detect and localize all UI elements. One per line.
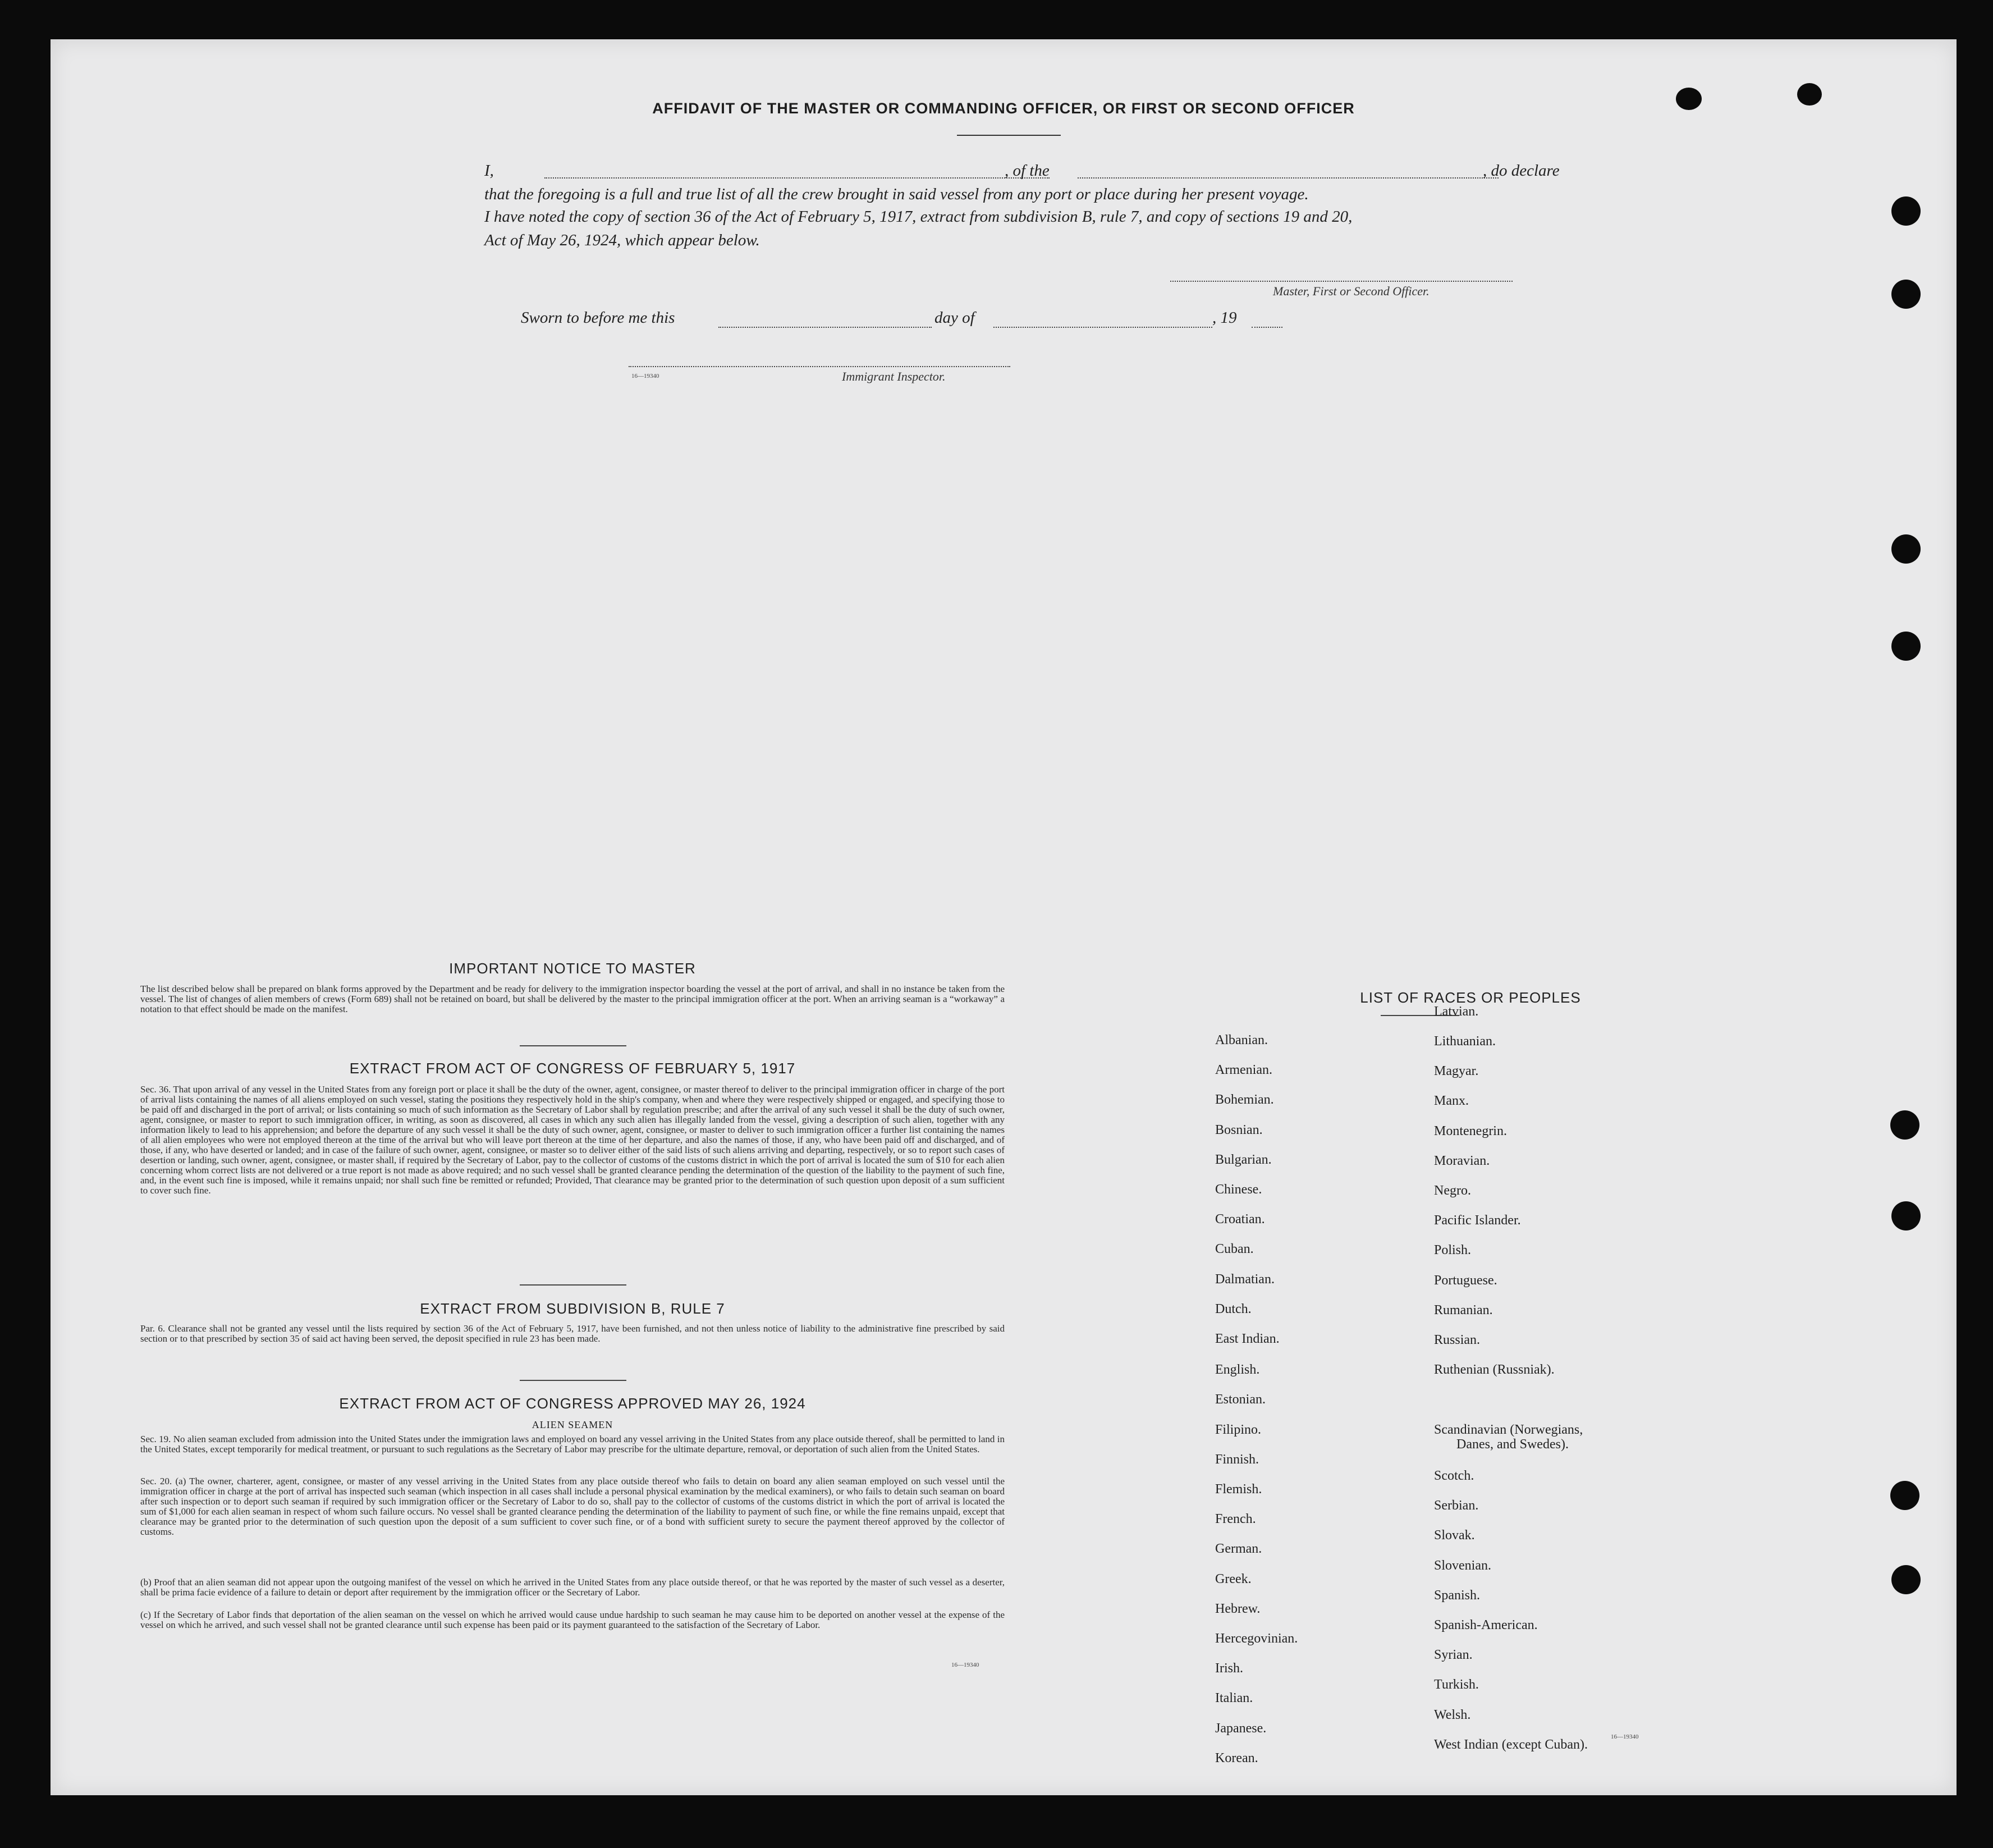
title-rule [957,135,1061,136]
section-rule [520,1284,626,1286]
race-item: Negro. [1434,1183,1471,1198]
alien-seamen-subtitle: ALIEN SEAMEN [532,1419,613,1430]
affidavit-line-2: that the foregoing is a full and true list of all the crew brought in said vessel from any port or place during her present voyage. [484,185,1309,203]
form-number: 16—19340 [1611,1733,1639,1740]
rule-7-paragraph: Par. 6. Clearance shall not be granted any vessel until the lists required by section 36 of the Act of February 5, 1917, have been furnished, and not then unless notice of liability to the administrative fine prescribed by said section or to that prescribed by section 35 of said act having been served, the deposit specified in rule 23 has been made. [140,1323,1005,1344]
race-item: German. [1215,1541,1262,1557]
race-item: Korean. [1215,1750,1258,1765]
race-item: Slovak. [1434,1528,1475,1543]
form-number: 16—19340 [631,373,659,379]
race-item: Bulgarian. [1215,1152,1272,1167]
notice-paragraph: The list described below shall be prepared on blank forms approved by the Department and be ready for delivery to the immigration inspector boarding the vessel at the port of arrival, and shall in no instance be taken from the vessel. The list of changes of alien members of crews (Form 689) shall not be retained on board, but shall be delivered by the master to the principal immigration officer at the port. When an arriving seaman is a “workaway” a notation to that effect should be made on the manifest. [140,984,1005,1014]
race-item: Welsh. [1434,1707,1471,1722]
affidavit-line-4: Act of May 26, 1924, which appear below. [484,231,760,249]
race-item: Estonian. [1215,1392,1266,1407]
race-item: Filipino. [1215,1422,1262,1437]
race-item: Russian. [1434,1333,1481,1347]
section-20a-paragraph: Sec. 20. (a) The owner, charterer, agent, consignee, or master of any vessel arriving in the United States from any place outside thereof who fails to detain on board any alien seaman employed on such vessel until the immigration officer in charge at the port of arrival has inspected such seaman (which inspection in all cases shall include a personal physical examination by the medical examiners), or who fails to detain such seaman on board after such inspection or to deport such seaman if required by such immigration officer or the Secretary of Labor to do so, shall pay to the collector of customs of the customs district in which the port of arrival is located the sum of $1,000 for each alien seaman in respect of whom such failure occurs. No vessel shall be granted clearance pending the determination of the liability to payment of such fine, or while the fine remains unpaid, except that clearance may be granted prior to the determination of such question upon the deposit of a sum sufficient to cover such fine, or of a bond with sufficient surety to secure the payment thereof approved by the collector of customs. [140,1476,1005,1537]
punch-hole [1891,534,1921,564]
race-item: Finnish. [1215,1452,1259,1467]
race-item: Danes, and Swedes). [1456,1437,1569,1452]
race-item: Cuban. [1215,1242,1254,1257]
punch-hole [1891,196,1921,226]
sworn-label: Sworn to before me this [521,309,675,327]
race-item: Lithuanian. [1434,1034,1496,1049]
race-item: Slovenian. [1434,1558,1491,1573]
affidavit-title: AFFIDAVIT OF THE MASTER OR COMMANDING OFFICER, OR FIRST OR SECOND OFFICER [652,100,1355,117]
declarant-name-blank[interactable] [544,177,1050,179]
race-item: East Indian. [1215,1332,1280,1346]
inspector-signature-blank[interactable] [629,366,1010,367]
inspector-caption: Immigrant Inspector. [842,369,946,383]
section-rule [520,1380,626,1381]
punch-hole [1891,280,1921,309]
sworn-month-blank[interactable] [993,327,1212,328]
extract-1924-title: EXTRACT FROM ACT OF CONGRESS APPROVED MAY 26, 1924 [339,1395,806,1412]
section-20c-paragraph: (c) If the Secretary of Labor finds that deportation of the alien seaman on the vessel on which he arrived would cause undue hardship to such seaman he may cause him to be deported on another vessel at the expense of the vessel on which he arrived, and such vessel shall not be granted clearance until such expense has been paid or its payment guaranteed to the satisfaction of the Secretary of Labor. [140,1609,1005,1630]
section-19-paragraph: Sec. 19. No alien seaman excluded from admission into the United States under the immigration laws and employed on board any vessel arriving in the United States from any place outside thereof, shall be permitted to land in the United States, except temporarily for medical treatment, or pursuant to such regulations as the Secretary of Labor may prescribe for the ultimate departure, removal, or deportation of such alien from the United States. [140,1434,1005,1454]
extract-1917-paragraph: Sec. 36. That upon arrival of any vessel in the United States from any foreign port or place it shall be the duty of the owner, agent, consignee, or master thereof to deliver to the principal immigration officer in charge of the port of arrival lists containing the names of all aliens employed on such vessel, stating the positions they respectively hold in the ship's company, when and where they were respectively shipped or engaged, and specifying those to be paid off and discharged in the port of arrival; or lists containing so much of such information as the Secretary of Labor shall by regulation prescribe; and after the arrival of any such vessel it shall be the duty of such owner, agent, consignee, or master to report to such immigration officer, in writing, as soon as discovered, all cases in which any such alien has illegally landed from the vessel, giving a description of such alien, together with any information likely to lead to his apprehension; and before the departure of any such vessel it shall be the duty of such owner, agent, consignee, or master to deliver to such immigration officer a further list containing the names of all alien employees who were not employed thereon at the time of the arrival but who will leave port thereon at the time of her departure, and also the names of those, if any, who have been paid off and discharged, and of those, if any, who have deserted or landed; and in case of the failure of such owner, agent, consignee, or master so to deliver either of the said lists of such aliens arriving and departing, respectively, or so to report such cases of desertion or landing, such owner, agent, consignee, or master shall, if required by the Secretary of Labor, pay to the collector of customs of the customs district in which the port of arrival is located the sum of $10 for each alien concerning whom correct lists are not delivered or a true report is not made as above required; and no such vessel shall be granted clearance pending the determination of the question of the liability to the payment of such fine, and, in the event such fine is imposed, while it remains unpaid; nor shall such fine be remitted or refunded; Provided, That clearance may be granted prior to the determination of such question upon deposit of a sum sufficient to cover such fine. [140,1084,1005,1196]
race-item: Bohemian. [1215,1092,1274,1108]
race-item: Montenegrin. [1434,1123,1507,1138]
race-item: Scandinavian (Norwegians, [1434,1422,1583,1437]
rule-7-title: EXTRACT FROM SUBDIVISION B, RULE 7 [420,1300,725,1317]
race-item: French. [1215,1512,1256,1527]
race-item: Chinese. [1215,1182,1262,1197]
race-item: Japanese. [1215,1721,1267,1736]
race-item: Greek. [1215,1571,1252,1586]
race-item: Dutch. [1215,1301,1252,1316]
race-item: Spanish-American. [1434,1618,1538,1633]
race-item: Dalmatian. [1215,1271,1275,1287]
race-item: Hercegovinian. [1215,1631,1298,1646]
race-item: Bosnian. [1215,1122,1263,1137]
affidavit-line-3: I have noted the copy of section 36 of the Act of February 5, 1917, extract from subdivision B, rule 7, and copy of sections 19 and 20, [484,208,1353,226]
punch-hole [1891,632,1921,661]
race-item: English. [1215,1362,1260,1378]
races-title: LIST OF RACES OR PEOPLES [1360,989,1581,1006]
day-of-label: day of [934,309,975,327]
race-item: Flemish. [1215,1482,1262,1497]
year-label: , 19 [1212,309,1237,327]
master-signature-blank[interactable] [1170,281,1513,282]
race-item: Albanian. [1215,1033,1268,1047]
sworn-year-blank[interactable] [1252,327,1282,328]
master-caption: Master, First or Second Officer. [1273,284,1430,298]
sworn-day-blank[interactable] [718,327,932,328]
race-item: Hebrew. [1215,1601,1261,1616]
race-item: Manx. [1434,1094,1469,1109]
declare-label: , do declare [1483,162,1560,180]
section-rule [520,1045,626,1046]
race-item: Turkish. [1434,1677,1479,1693]
vessel-name-blank[interactable] [1078,177,1499,179]
form-number: 16—19340 [951,1662,979,1668]
race-item: Rumanian. [1434,1302,1493,1318]
race-item: Ruthenian (Russniak). [1434,1362,1555,1378]
race-item: Pacific Islander. [1434,1213,1521,1228]
punch-hole [1891,1565,1921,1594]
punch-hole [1891,1201,1921,1231]
race-item: Polish. [1434,1243,1472,1258]
punch-hole [1890,1481,1919,1510]
race-item: Latvian. [1434,1004,1479,1019]
notice-title: IMPORTANT NOTICE TO MASTER [449,960,696,977]
race-item: Moravian. [1434,1153,1490,1168]
race-item: Magyar. [1434,1064,1479,1079]
section-20b-paragraph: (b) Proof that an alien seaman did not appear upon the outgoing manifest of the vessel on which he arrived in the United States from any place outside thereof, or that he was reported by the master of such vessel as a deserter, shall be prima facie evidence of a failure to detain or deport after requirement by the immigration officer or the Secretary of Labor. [140,1577,1005,1598]
race-item: West Indian (except Cuban). [1434,1737,1588,1752]
declarant-label: I, [484,162,494,180]
race-item: Spanish. [1434,1588,1481,1603]
race-item: Scotch. [1434,1469,1474,1484]
punch-hole [1890,1110,1919,1140]
document-sheet [51,39,1957,1795]
race-item: Serbian. [1434,1498,1479,1513]
race-item: Croatian. [1215,1212,1265,1227]
race-item: Irish. [1215,1661,1243,1676]
race-item: Portuguese. [1434,1273,1497,1288]
race-item: Italian. [1215,1691,1253,1706]
vessel-label: , of the [1005,162,1050,180]
extract-1917-title: EXTRACT FROM ACT OF CONGRESS OF FEBRUARY 5, 1917 [349,1060,796,1077]
race-item: Armenian. [1215,1063,1272,1078]
race-item: Syrian. [1434,1648,1473,1663]
